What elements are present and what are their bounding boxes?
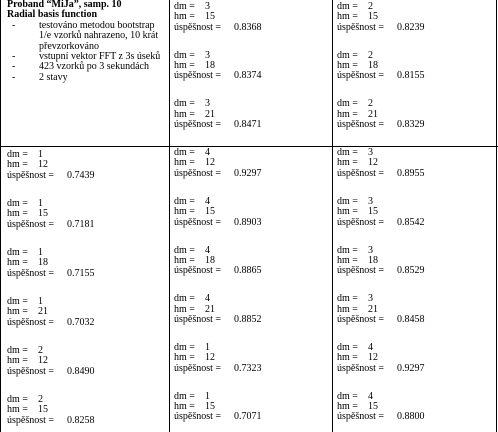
- hm-label: hm =: [174, 206, 195, 218]
- dm-label: dm =: [7, 149, 28, 160]
- result-block: [7, 199, 167, 230]
- dm-value: 4: [205, 195, 210, 207]
- accuracy-label: úspěšnost =: [174, 411, 222, 423]
- header-block: [7, 0, 165, 83]
- hm-value: 12: [38, 355, 48, 367]
- accuracy-label: úspěšnost =: [337, 265, 385, 277]
- accuracy-row: [7, 416, 167, 426]
- hm-value: 21: [368, 303, 378, 315]
- result-block: [174, 246, 334, 277]
- accuracy-row: [174, 364, 334, 374]
- accuracy-row: [337, 120, 497, 130]
- accuracy-row: [337, 315, 497, 325]
- hm-value: 15: [205, 206, 215, 218]
- dm-row: [174, 343, 334, 353]
- accuracy-value: 0.8374: [234, 70, 262, 82]
- result-block: [7, 297, 167, 328]
- dm-value: 2: [38, 394, 43, 405]
- table-title: Proband “MiJa”, samp. 10: [7, 0, 122, 10]
- result-block: [174, 51, 334, 82]
- accuracy-label: úspěšnost =: [174, 119, 222, 131]
- dm-value: 1: [38, 296, 43, 307]
- dm-row: [337, 246, 497, 256]
- result-block: [174, 197, 334, 228]
- accuracy-value: 0.8258: [67, 414, 95, 426]
- result-block: [337, 294, 497, 325]
- dm-value: 4: [205, 244, 210, 256]
- dm-label: dm =: [174, 98, 195, 110]
- accuracy-row: [174, 266, 334, 276]
- hm-label: hm =: [174, 11, 195, 23]
- dm-row: [337, 51, 497, 61]
- accuracy-label: úspěšnost =: [7, 365, 55, 377]
- hm-value: 15: [38, 208, 48, 220]
- accuracy-label: úspěšnost =: [174, 216, 222, 228]
- bullet-dash: -: [12, 71, 16, 83]
- dm-value: 2: [368, 1, 373, 12]
- accuracy-value: 0.8865: [234, 265, 262, 277]
- dm-label: dm =: [174, 49, 195, 61]
- result-block: [174, 392, 334, 423]
- hm-label: hm =: [337, 108, 358, 120]
- hm-value: 18: [205, 60, 215, 72]
- result-block: [174, 148, 334, 179]
- accuracy-row: [7, 269, 167, 279]
- hm-label: hm =: [174, 157, 195, 169]
- dm-value: 3: [368, 293, 373, 305]
- dm-value: 1: [38, 247, 43, 258]
- hm-label: hm =: [174, 303, 195, 315]
- hm-value: 12: [38, 159, 48, 171]
- dm-value: 3: [368, 195, 373, 207]
- dm-row: [337, 197, 497, 207]
- hm-label: hm =: [174, 254, 195, 266]
- dm-row: [7, 346, 167, 356]
- accuracy-label: úspěšnost =: [7, 169, 55, 181]
- accuracy-label: úspěšnost =: [7, 267, 55, 279]
- accuracy-value: 0.8239: [397, 21, 425, 33]
- hm-label: hm =: [7, 404, 28, 416]
- dm-value: 1: [38, 198, 43, 209]
- accuracy-row: [337, 23, 497, 33]
- note-text: testováno metodou bootstrap 1/e vzorků nahrazeno, 10 krát převzorkováno: [39, 19, 159, 52]
- table-border-left: [0, 0, 1, 432]
- bullet-dash: -: [12, 19, 16, 31]
- hm-label: hm =: [174, 400, 195, 412]
- accuracy-value: 0.7032: [67, 316, 95, 328]
- dm-row: [337, 99, 497, 109]
- accuracy-value: 0.8903: [234, 216, 262, 228]
- accuracy-value: 0.8471: [234, 119, 262, 131]
- dm-value: 3: [368, 244, 373, 256]
- accuracy-row: [337, 71, 497, 81]
- accuracy-value: 0.7323: [234, 362, 262, 374]
- accuracy-label: úspěšnost =: [337, 313, 385, 325]
- dm-value: 1: [205, 341, 210, 353]
- result-block: [337, 197, 497, 228]
- hm-label: hm =: [7, 355, 28, 367]
- hm-value: 18: [38, 257, 48, 269]
- dm-row: [337, 294, 497, 304]
- dm-row: [337, 392, 497, 402]
- accuracy-value: 0.8490: [67, 365, 95, 377]
- dm-row: [174, 2, 334, 12]
- dm-value: 3: [205, 49, 210, 61]
- dm-label: dm =: [7, 345, 28, 356]
- hm-value: 12: [368, 352, 378, 364]
- accuracy-row: [7, 220, 167, 230]
- dm-label: dm =: [337, 1, 358, 12]
- accuracy-value: 0.7181: [67, 218, 95, 230]
- hm-value: 15: [205, 400, 215, 412]
- dm-value: 3: [205, 1, 210, 12]
- result-block: [174, 294, 334, 325]
- accuracy-label: úspěšnost =: [337, 119, 385, 131]
- dm-row: [174, 148, 334, 158]
- hm-label: hm =: [174, 352, 195, 364]
- accuracy-label: úspěšnost =: [7, 218, 55, 230]
- accuracy-label: úspěšnost =: [174, 313, 222, 325]
- dm-label: dm =: [337, 341, 358, 353]
- accuracy-value: 0.9297: [397, 362, 425, 374]
- dm-row: [337, 148, 497, 158]
- dm-row: [174, 99, 334, 109]
- accuracy-label: úspěšnost =: [337, 167, 385, 179]
- hm-value: 15: [38, 404, 48, 416]
- accuracy-row: [174, 23, 334, 33]
- accuracy-value: 0.8368: [234, 21, 262, 33]
- accuracy-value: 0.9297: [234, 167, 262, 179]
- dm-label: dm =: [7, 296, 28, 307]
- column-divider: [169, 0, 170, 432]
- hm-label: hm =: [337, 60, 358, 72]
- dm-value: 3: [205, 98, 210, 110]
- accuracy-label: úspěšnost =: [337, 70, 385, 82]
- result-block: [337, 246, 497, 277]
- hm-value: 21: [205, 108, 215, 120]
- accuracy-row: [174, 71, 334, 81]
- accuracy-label: úspěšnost =: [337, 21, 385, 33]
- accuracy-label: úspěšnost =: [337, 362, 385, 374]
- dm-row: [7, 297, 167, 307]
- hm-label: hm =: [7, 257, 28, 269]
- dm-label: dm =: [337, 98, 358, 110]
- accuracy-row: [7, 318, 167, 328]
- dm-value: 4: [368, 341, 373, 353]
- dm-label: dm =: [337, 49, 358, 61]
- dm-value: 2: [38, 345, 43, 356]
- dm-label: dm =: [337, 147, 358, 159]
- note-item: [7, 73, 165, 83]
- accuracy-value: 0.8458: [397, 313, 425, 325]
- accuracy-value: 0.8329: [397, 119, 425, 131]
- accuracy-value: 0.8800: [397, 411, 425, 423]
- dm-label: dm =: [174, 390, 195, 402]
- dm-row: [7, 395, 167, 405]
- hm-label: hm =: [337, 352, 358, 364]
- dm-label: dm =: [174, 195, 195, 207]
- hm-value: 15: [205, 11, 215, 23]
- accuracy-row: [174, 120, 334, 130]
- result-block: [7, 346, 167, 377]
- accuracy-value: 0.8852: [234, 313, 262, 325]
- note-text: vstupní vektor FFT z 3s úseků: [39, 51, 161, 63]
- hm-label: hm =: [7, 306, 28, 318]
- dm-label: dm =: [174, 293, 195, 305]
- hm-value: 21: [368, 108, 378, 120]
- row-divider: [0, 146, 498, 147]
- dm-label: dm =: [7, 198, 28, 209]
- hm-value: 21: [38, 306, 48, 318]
- accuracy-row: [337, 218, 497, 228]
- hm-label: hm =: [7, 208, 28, 220]
- hm-label: hm =: [337, 303, 358, 315]
- notes-list: [7, 21, 165, 83]
- bullet-dash: -: [12, 61, 16, 73]
- hm-value: 18: [368, 254, 378, 266]
- accuracy-value: 0.7071: [234, 411, 262, 423]
- dm-label: dm =: [337, 293, 358, 305]
- dm-row: [337, 2, 497, 12]
- dm-label: dm =: [7, 394, 28, 405]
- result-block: [337, 99, 497, 130]
- accuracy-label: úspěšnost =: [174, 362, 222, 374]
- accuracy-label: úspěšnost =: [337, 411, 385, 423]
- accuracy-label: úspěšnost =: [7, 414, 55, 426]
- hm-label: hm =: [337, 157, 358, 169]
- dm-value: 1: [38, 149, 43, 160]
- accuracy-row: [7, 367, 167, 377]
- hm-value: 15: [368, 206, 378, 218]
- dm-label: dm =: [174, 341, 195, 353]
- hm-value: 12: [205, 352, 215, 364]
- accuracy-label: úspěšnost =: [174, 167, 222, 179]
- dm-value: 4: [205, 293, 210, 305]
- result-block: [337, 51, 497, 82]
- accuracy-label: úspěšnost =: [174, 21, 222, 33]
- hm-label: hm =: [337, 400, 358, 412]
- accuracy-label: úspěšnost =: [174, 70, 222, 82]
- note-text: 423 vzorků po 3 sekundách: [39, 61, 149, 73]
- dm-label: dm =: [337, 244, 358, 256]
- hm-value: 12: [368, 157, 378, 169]
- accuracy-row: [337, 364, 497, 374]
- dm-row: [174, 197, 334, 207]
- dm-value: 2: [368, 49, 373, 61]
- dm-row: [7, 199, 167, 209]
- result-block: [7, 395, 167, 426]
- hm-label: hm =: [337, 206, 358, 218]
- result-block: [7, 150, 167, 181]
- accuracy-row: [337, 169, 497, 179]
- hm-value: 12: [205, 157, 215, 169]
- note-item: [7, 62, 165, 72]
- accuracy-value: 0.7155: [67, 267, 95, 279]
- accuracy-row: [174, 169, 334, 179]
- dm-row: [7, 248, 167, 258]
- accuracy-label: úspěšnost =: [174, 265, 222, 277]
- hm-value: 18: [368, 60, 378, 72]
- hm-label: hm =: [174, 108, 195, 120]
- result-block: [337, 148, 497, 179]
- dm-row: [174, 392, 334, 402]
- accuracy-row: [7, 171, 167, 181]
- dm-label: dm =: [174, 1, 195, 12]
- accuracy-row: [337, 266, 497, 276]
- dm-label: dm =: [174, 244, 195, 256]
- accuracy-value: 0.7439: [67, 169, 95, 181]
- dm-label: dm =: [337, 195, 358, 207]
- result-block: [174, 99, 334, 130]
- accuracy-row: [174, 412, 334, 422]
- accuracy-row: [174, 315, 334, 325]
- result-block: [174, 343, 334, 374]
- accuracy-value: 0.8955: [397, 167, 425, 179]
- hm-value: 21: [205, 303, 215, 315]
- accuracy-row: [174, 218, 334, 228]
- accuracy-label: úspěšnost =: [7, 316, 55, 328]
- dm-label: dm =: [337, 390, 358, 402]
- dm-row: [174, 294, 334, 304]
- result-block: [337, 343, 497, 374]
- hm-value: 15: [368, 11, 378, 23]
- accuracy-label: úspěšnost =: [337, 216, 385, 228]
- hm-value: 15: [368, 400, 378, 412]
- dm-value: 4: [368, 390, 373, 402]
- result-block: [337, 392, 497, 423]
- accuracy-value: 0.8529: [397, 265, 425, 277]
- accuracy-row: [337, 412, 497, 422]
- dm-row: [174, 246, 334, 256]
- dm-row: [174, 51, 334, 61]
- accuracy-value: 0.8155: [397, 70, 425, 82]
- table-subtitle: Radial basis function: [7, 9, 98, 21]
- hm-label: hm =: [7, 159, 28, 171]
- result-block: [174, 2, 334, 33]
- result-block: [337, 2, 497, 33]
- dm-row: [7, 150, 167, 160]
- dm-value: 2: [368, 98, 373, 110]
- bullet-dash: -: [12, 51, 16, 63]
- hm-label: hm =: [337, 11, 358, 23]
- dm-value: 1: [205, 390, 210, 402]
- hm-label: hm =: [337, 254, 358, 266]
- note-item: [7, 21, 165, 52]
- note-text: 2 stavy: [39, 71, 68, 83]
- result-block: [7, 248, 167, 279]
- hm-value: 18: [205, 254, 215, 266]
- dm-label: dm =: [7, 247, 28, 258]
- dm-value: 4: [205, 147, 210, 159]
- hm-label: hm =: [174, 60, 195, 72]
- dm-label: dm =: [174, 147, 195, 159]
- dm-row: [337, 343, 497, 353]
- accuracy-value: 0.8542: [397, 216, 425, 228]
- dm-value: 3: [368, 147, 373, 159]
